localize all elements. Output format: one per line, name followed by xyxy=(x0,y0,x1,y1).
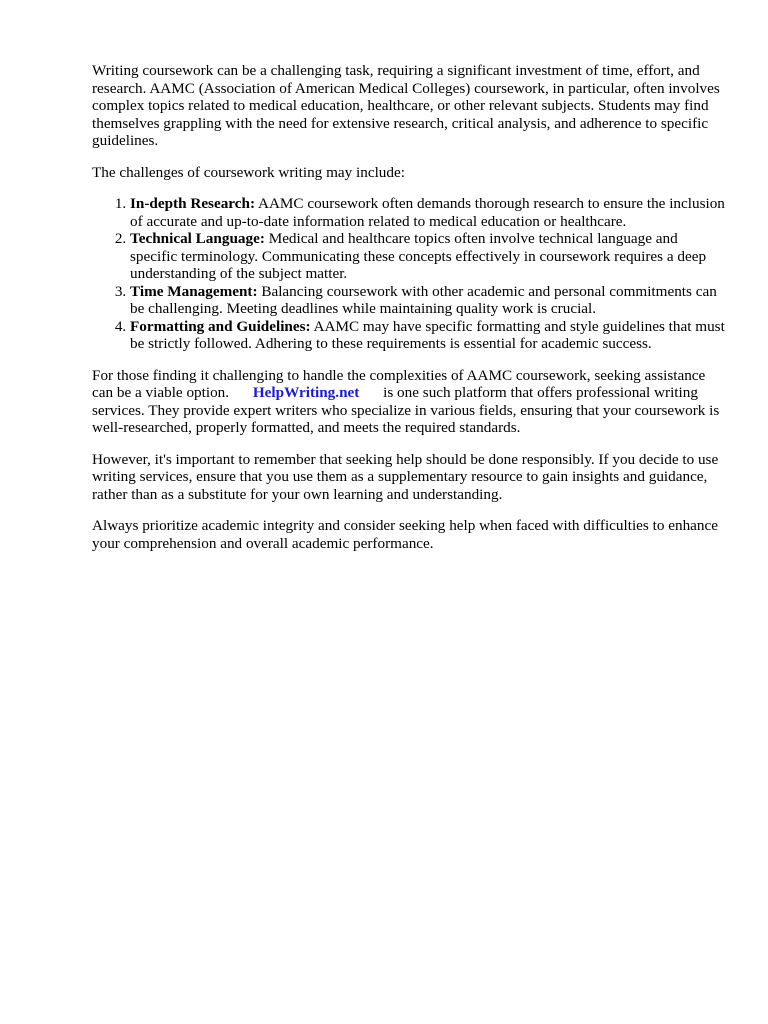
list-item-text: AAMC may have specific formatting and style guidelines that must be strictly followed. Adhering to these requirements is essential for academic success. xyxy=(130,317,725,352)
challenges-list xyxy=(92,195,728,353)
responsibility-paragraph: However, it's important to remember that seeking help should be done responsibly. If you decide to use writing services, ensure that you use them as a supplementary resource to gain insights and guidance, rather than as a substitute for your own learning and understanding. xyxy=(92,450,719,503)
list-item xyxy=(130,318,728,353)
list-item xyxy=(130,283,728,318)
intro-paragraph: Writing coursework can be a challenging task, requiring a significant investment of time, effort, and research. AAMC (Association of American Medical Colleges) coursework, in particular, often involves complex topics related to medical education, healthcare, or other relevant subjects. Students may find themselves grappling with the need for extensive research, critical analysis, and adherence to specific guidelines. xyxy=(92,62,720,149)
document-page xyxy=(92,62,728,566)
closing-paragraph: Always prioritize academic integrity and consider seeking help when faced with difficulties to enhance your comprehension and overall academic performance. xyxy=(92,517,718,552)
list-item-term: In-depth Research: xyxy=(130,195,256,212)
helpwriting-link[interactable]: HelpWriting.net xyxy=(252,384,360,401)
list-item-term: Formatting and Guidelines: xyxy=(130,317,311,335)
challenges-heading: The challenges of coursework writing may include: xyxy=(92,163,405,181)
list-item-text: AAMC coursework often demands thorough research to ensure the inclusion of accurate and up-to-date information related to medical education or healthcare. xyxy=(130,195,725,230)
help-text-after-link: is one such platform that offers professional writing services. They provide expert writers who specialize in various fields, ensuring that your coursework is well-researched, properly formatted, and meets the required standards. xyxy=(92,384,720,436)
list-item xyxy=(130,195,728,230)
list-item xyxy=(130,230,728,283)
list-item-term: Technical Language: xyxy=(130,230,265,247)
help-text-before-link: For those finding it challenging to handle the complexities of AAMC coursework, seeking assistance can be a viable option. xyxy=(92,366,706,401)
list-item-text: Medical and healthcare topics often involve technical language and specific terminology. Communicating these concepts effectively in coursework requires a deep understanding of the subject matter. xyxy=(130,230,707,282)
help-paragraph xyxy=(92,367,728,437)
list-item-text: Balancing coursework with other academic and personal commitments can be challenging. Meeting deadlines while maintaining quality work is crucial. xyxy=(130,282,717,317)
list-item-term: Time Management: xyxy=(130,282,258,300)
